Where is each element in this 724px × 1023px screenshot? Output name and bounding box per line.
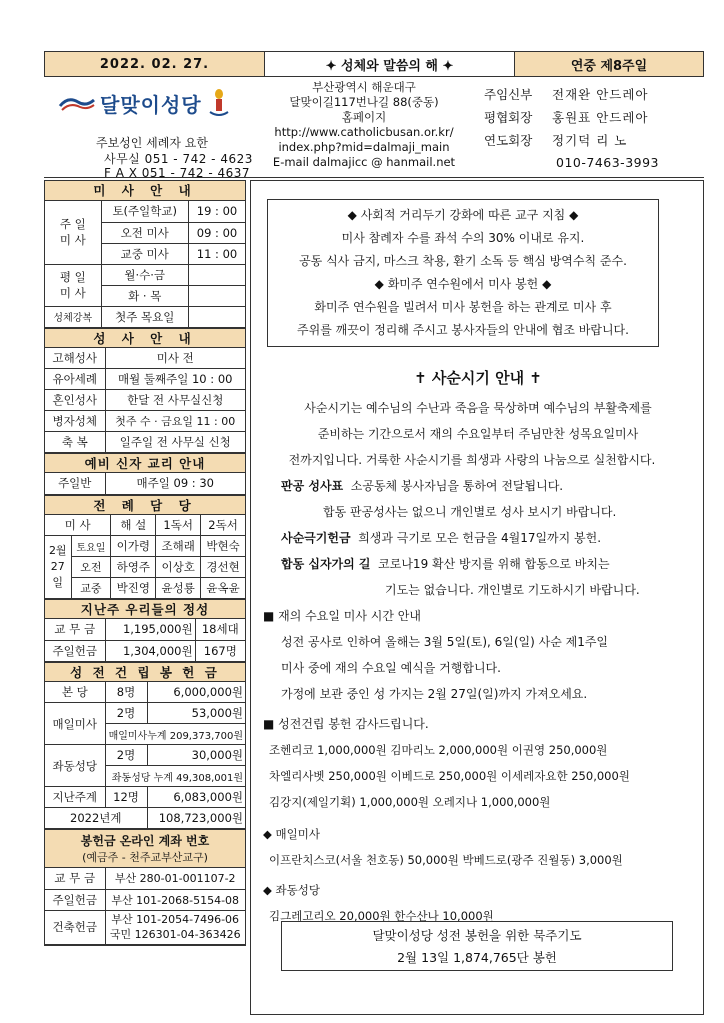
notice-box — [267, 199, 659, 347]
notice-heading: ◆ 화미주 연수원에서 미사 봉헌 ◆ — [374, 277, 552, 291]
wave-logo-icon — [58, 92, 96, 114]
building-fund-title: 성 전 건 립 봉 헌 금 — [45, 662, 245, 682]
ministry-person: 박진영 — [111, 578, 156, 599]
lent-items — [281, 473, 640, 603]
staff-name: 정기덕 리 노 — [552, 132, 628, 148]
ministry-date: 2월 27일 — [45, 536, 71, 599]
account-number: 부산 101-2068-5154-08 — [105, 889, 245, 910]
ministry-mass: 오전 — [71, 557, 111, 578]
thanks-title: ■ 성전건립 봉헌 감사드립니다. — [263, 717, 429, 731]
ministry-title: 전 례 담 당 — [45, 495, 245, 515]
notice-line: 미사 참례자 수를 좌석 수의 30% 이내로 유지. — [341, 231, 585, 245]
notice-heading: ◆ 사회적 거리두기 강화에 따른 교구 지침 ◆ — [347, 208, 579, 222]
thanks-line: 차엘리사벳 250,000원 이베드로 250,000원 이세레자요한 250,000원 — [269, 769, 630, 783]
fund-year-total: 108,723,000원 — [147, 808, 245, 829]
fund-year-label: 2022년계 — [45, 808, 147, 829]
sacrament-info: 매월 둘째주일 10 : 00 — [105, 369, 245, 390]
catechism-time: 매주일 09 : 30 — [105, 473, 245, 494]
lent-title: ✝ 사순시기 안내 ✝ — [414, 369, 542, 387]
staff-name: 전재완 안드레아 — [552, 86, 649, 102]
fund-label: 매일미사 — [45, 703, 105, 745]
sacrament-name: 고해성사 — [45, 348, 105, 369]
staff-row — [484, 128, 699, 151]
address-line: 달맞이길117번나길 88(중동) — [289, 95, 439, 109]
homepage-url[interactable]: index.php?mid=dalmaji_main — [278, 140, 450, 154]
ash-line: 미사 중에 재의 수요일 예식을 거행합니다. — [281, 661, 501, 675]
thanks-line: 조헨리코 1,000,000원 김마리노 2,000,000원 이권영 250,000원 — [269, 743, 608, 757]
mass-table — [45, 201, 245, 328]
fund-cumulative: 좌동성당 누계 49,308,001원 — [105, 766, 245, 787]
mass-time: 11 : 00 — [188, 243, 245, 264]
sacrament-name: 혼인성사 — [45, 390, 105, 411]
sacrament-title: 성 사 안 내 — [45, 328, 245, 348]
staff-role: 주임신부 — [484, 86, 533, 102]
mass-time — [188, 285, 245, 306]
rosary-count: 2월 13일 1,874,765단 봉헌 — [397, 950, 557, 965]
thanks-line: 김강지(제일기획) 1,000,000원 오레지나 1,000,000원 — [269, 795, 551, 809]
account-label: 건축헌금 — [45, 910, 105, 944]
lent-item — [281, 525, 640, 551]
candle-icon — [208, 88, 230, 118]
homepage-url[interactable]: http://www.catholicbusan.or.kr/ — [274, 125, 454, 139]
fund-label: 본 당 — [45, 682, 105, 703]
sacrament-info: 첫주 수 · 금요일 11 : 00 — [105, 411, 245, 432]
account-number-line: 부산 101-2054-7496-06 — [111, 913, 240, 926]
account-number — [105, 910, 245, 944]
ministry-header: 해 설 — [111, 515, 156, 536]
account-label: 교 무 금 — [45, 868, 105, 889]
fund-amount: 6,000,000원 — [147, 682, 245, 703]
info-sidebar — [44, 180, 246, 946]
offering-table — [45, 619, 245, 662]
ministry-person: 윤성룡 — [156, 578, 201, 599]
lent-intro-line: 사순시기는 예수님의 수난과 죽음을 묵상하며 예수님의 부활축제를 — [304, 401, 652, 415]
fund-amount: 30,000원 — [147, 745, 245, 766]
mass-name: 토(주일학교) — [101, 201, 188, 222]
staff-row — [484, 82, 699, 105]
lent-intro-line: 준비하는 기간으로서 재의 수요일부터 주님만찬 성목요일미사 — [317, 427, 639, 441]
offering-amount: 1,304,000원 — [105, 640, 195, 661]
sacrament-name: 축 복 — [45, 432, 105, 453]
catechism-title: 예비 신자 교리 안내 — [45, 453, 245, 473]
thanks-jwadong-title: ◆ 좌동성당 — [263, 883, 320, 897]
ash-title: ■ 재의 수요일 미사 시간 안내 — [263, 609, 421, 623]
offering-label: 교 무 금 — [45, 619, 105, 640]
notice-line: 주위를 깨끗이 정리해 주시고 봉사자들의 안내에 협조 바랍니다. — [297, 323, 629, 337]
lent-item-text: 기도는 없습니다. 개인별로 기도하시기 바랍니다. — [385, 583, 640, 597]
lent-item-label: 판공 성사표 — [281, 479, 344, 493]
thanks-daily-title: ◆ 매일미사 — [263, 827, 320, 841]
liturgical-week: 연중 제8주일 — [515, 52, 703, 76]
ministry-person: 이상호 — [156, 557, 201, 578]
accounts-header — [45, 829, 245, 868]
lent-item — [281, 499, 640, 525]
staff-phone: 010-7463-3993 — [556, 155, 660, 170]
ministry-mass: 교중 — [71, 578, 111, 599]
mass-name: 월·수·금 — [101, 264, 188, 285]
mass-time: 19 : 00 — [188, 201, 245, 222]
offering-count: 167명 — [195, 640, 245, 661]
thanks-jwadong-line: 김그레고리오 20,000원 한수산나 10,000원 — [269, 909, 494, 923]
fund-amount: 53,000원 — [147, 703, 245, 724]
fund-count: 2명 — [105, 745, 147, 766]
sacrament-name: 병자성체 — [45, 411, 105, 432]
mass-name: 교중 미사 — [101, 243, 188, 264]
sacrament-table — [45, 348, 245, 454]
accounts-title: 봉헌금 온라인 계좌 번호 — [80, 834, 210, 848]
catechism-table — [45, 473, 245, 495]
offering-count: 18세대 — [195, 619, 245, 640]
staff-list — [484, 82, 699, 174]
notice-line: 화미주 연수원을 빌려서 미사 봉헌을 하는 관계로 미사 후 — [314, 300, 612, 314]
lent-intro — [263, 395, 693, 473]
office-phone: 사무실 051 - 742 - 4623 — [104, 152, 253, 166]
fund-count: 8명 — [105, 682, 147, 703]
lent-item — [281, 577, 640, 603]
lent-item — [281, 551, 640, 577]
ministry-person: 경선현 — [201, 557, 245, 578]
notice-line: 공동 식사 금지, 마스크 착용, 환기 소독 등 핵심 방역수칙 준수. — [299, 254, 627, 268]
ministry-person: 하영주 — [111, 557, 156, 578]
account-number-line: 국민 126301-04-363426 — [109, 928, 241, 941]
fund-cumulative: 매일미사누계 209,373,700원 — [105, 724, 245, 745]
issue-date: 2022. 02. 27. — [45, 52, 265, 76]
accounts-table — [45, 868, 245, 945]
ministry-header: 미 사 — [45, 515, 111, 536]
mass-title: 미 사 안 내 — [45, 181, 245, 201]
lent-item — [281, 473, 640, 499]
lent-item-text: 코로나19 확산 방지를 위해 합동으로 바치는 — [378, 557, 610, 571]
mass-name: 화 · 목 — [101, 285, 188, 306]
rosary-box — [281, 921, 673, 971]
staff-name: 홍원표 안드레아 — [552, 109, 649, 125]
adoration-time: 첫주 목요일 — [101, 306, 188, 327]
thanks-daily-line: 이프란치스코(서울 천호동) 50,000원 박베드로(광주 진월동) 3,000원 — [269, 853, 623, 867]
lent-item-text: 합동 판공성사는 없으니 개인별로 성사 보시기 바랍니다. — [323, 505, 617, 519]
main-content — [250, 180, 704, 1015]
ministry-header: 1독서 — [156, 515, 201, 536]
offering-label: 주일헌금 — [45, 640, 105, 661]
ministry-table — [45, 515, 245, 600]
sunday-mass-label: 주 일 미 사 — [45, 201, 101, 264]
mass-time: 09 : 00 — [188, 222, 245, 243]
address-line: 부산광역시 해운대구 — [312, 80, 416, 94]
sacrament-info: 미사 전 — [105, 348, 245, 369]
mass-time — [188, 264, 245, 285]
weekday-mass-label: 평 일 미 사 — [45, 264, 101, 306]
address-block — [264, 80, 464, 170]
ministry-person: 조해래 — [156, 536, 201, 557]
fund-label: 지난주계 — [45, 787, 105, 808]
ministry-person: 윤옥윤 — [201, 578, 245, 599]
staff-row — [484, 105, 699, 128]
fund-label: 좌동성당 — [45, 745, 105, 787]
fund-count: 12명 — [105, 787, 147, 808]
email[interactable]: E-mail dalmajicc @ hanmail.net — [272, 155, 456, 169]
fund-count: 2명 — [105, 703, 147, 724]
homepage-label: 홈페이지 — [341, 110, 387, 124]
lent-item-label: 합동 십자가의 길 — [281, 557, 371, 571]
lent-item-text: 소공동체 봉사자님을 통하여 전달됩니다. — [350, 479, 564, 493]
sacrament-info: 일주일 전 사무실 신청 — [105, 432, 245, 453]
ministry-person: 이가령 — [111, 536, 156, 557]
lent-item-label: 사순극기헌금 — [281, 531, 351, 545]
parish-logo — [58, 88, 230, 118]
office-fax: F A X 051 - 742 - 4637 — [104, 166, 251, 180]
adoration-label: 성체강복 — [45, 306, 101, 327]
ash-line: 성전 공사로 인하여 올해는 3월 5일(토), 6일(일) 사순 제1주일 — [281, 635, 609, 649]
account-label: 주일헌금 — [45, 889, 105, 910]
ministry-mass: 토요일 — [71, 536, 111, 557]
sacrament-info: 한달 전 사무실신청 — [105, 390, 245, 411]
ministry-person: 박현숙 — [201, 536, 245, 557]
fund-amount: 6,083,000원 — [147, 787, 245, 808]
parish-name: 달맞이성당 — [100, 92, 202, 117]
ash-line: 가정에 보관 중인 성 가지는 2월 27일(일)까지 가져오세요. — [281, 687, 588, 701]
sacrament-name: 유아세례 — [45, 369, 105, 390]
mass-name: 오전 미사 — [101, 222, 188, 243]
rosary-title: 달맞이성당 성전 봉헌을 위한 묵주기도 — [372, 928, 582, 943]
top-bar — [44, 51, 704, 77]
thanks-section — [263, 711, 630, 929]
account-number: 부산 280-01-001107-2 — [105, 868, 245, 889]
year-motto: ✦ 성체와 말씀의 해 ✦ — [265, 52, 515, 76]
ministry-header: 2독서 — [201, 515, 245, 536]
lent-intro-line: 전까지입니다. 거룩한 사순시기를 희생과 사랑의 나눔으로 실천합시다. — [288, 453, 656, 467]
patron-saint: 주보성인 세례자 요한 — [96, 136, 208, 150]
accounts-subtitle: (예금주 - 천주교부산교구) — [82, 851, 208, 864]
catechism-label: 주일반 — [45, 473, 105, 494]
staff-role: 연도회장 — [484, 132, 533, 148]
staff-role: 평협회장 — [484, 109, 533, 125]
ash-wednesday — [263, 603, 608, 707]
lent-item-text: 희생과 극기로 모은 헌금을 4월17일까지 봉헌. — [358, 531, 602, 545]
header — [44, 78, 704, 178]
offering-title: 지난주 우리들의 정성 — [45, 599, 245, 619]
offering-amount: 1,195,000원 — [105, 619, 195, 640]
building-fund-table — [45, 682, 245, 830]
